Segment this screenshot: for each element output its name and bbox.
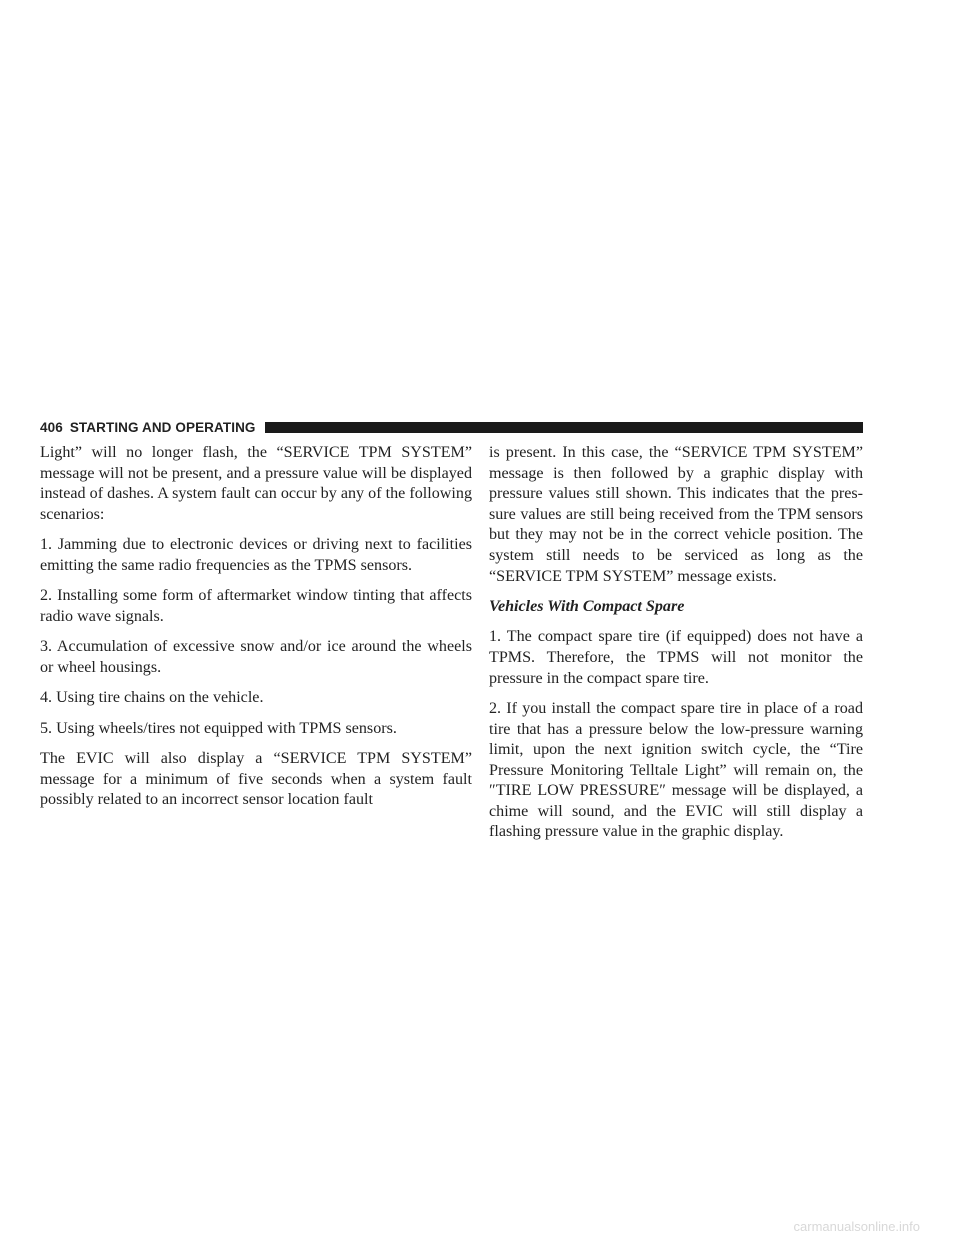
compact-spare-item-1: 1. The compact spare tire (if equipped) does not have a TPMS. Therefore, the TPMS will not monitor the pressure in the compact spare tire. [489, 628, 863, 687]
scenario-4: 4. Using tire chains on the vehicle. [40, 689, 264, 707]
page-header [40, 417, 863, 437]
section-title: STARTING AND OPERATING [69, 419, 256, 435]
left-column [40, 443, 472, 820]
scenario-1: 1. Jamming due to electronic devices or driving next to facilities emitting the same radio frequencies as the TPMS sensors. [40, 536, 472, 574]
page-number: 406 [40, 419, 63, 435]
paragraph-continuation: is present. In this case, the “SERVICE TPM SYSTEM” message is then followed by a graphic display with pressure values still shown. This indicates that the pres-sure values are still being received from the TPM sensors but they may not be in the correct vehicle position. The system still needs to be serviced as long as the “SERVICE TPM SYSTEM” message exists. [489, 444, 863, 585]
paragraph-evic: The EVIC will also display a “SERVICE TPM SYSTEM” message for a minimum of five seconds when a system fault possibly related to an incorrect sensor location fault [40, 749, 472, 809]
watermark: carmanualsonline.info [793, 1219, 920, 1234]
paragraph-intro: Light” will no longer flash, the “SERVICE TPM SYSTEM” message will not be present, and a pressure value will be displayed instead of dashes. A system fault can occur by any of the following scenarios: [40, 444, 472, 523]
compact-spare-item-2: 2. If you install the compact spare tire in place of a road tire that has a pressure below the low-pressure warning limit, upon the next ignition switch cycle, the “Tire Pressure Monitoring Telltale Light” will remain on, the ″TIRE LOW PRESSURE″ message will be displayed, a chime will sound, and the EVIC will still display a flashing pressure value in the graphic display. [489, 699, 863, 841]
scenario-2: 2. Installing some form of aftermarket window tinting that affects radio wave signals. [40, 587, 472, 625]
scenario-3: 3. Accumulation of excessive snow and/or ice around the wheels or wheel housings. [40, 638, 472, 676]
subheading-compact-spare: Vehicles With Compact Spare [489, 597, 685, 615]
scenario-5: 5. Using wheels/tires not equipped with TPMS sensors. [40, 719, 397, 737]
right-column [489, 443, 863, 853]
header-rule [265, 422, 863, 433]
